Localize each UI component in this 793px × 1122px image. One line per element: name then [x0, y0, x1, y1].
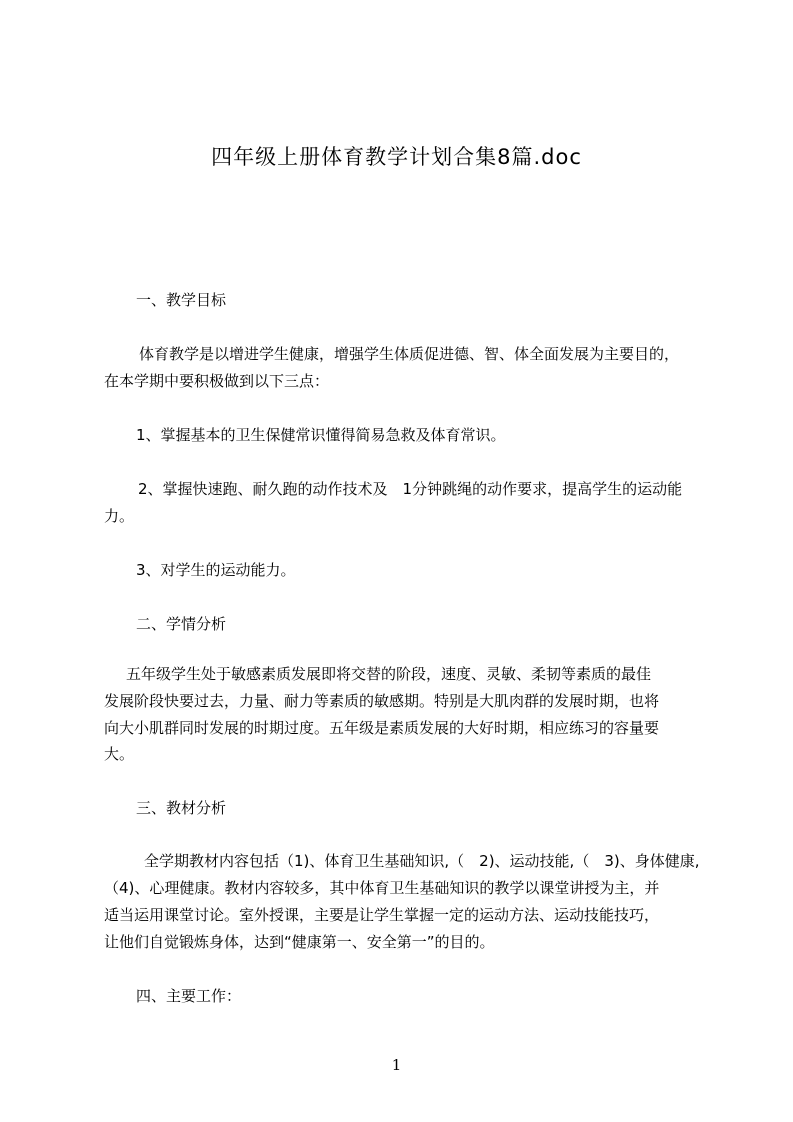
paragraph-line: 向大小肌群同时发展的时期过度。五年级是素质发展的大好时期，相应练习的容量要 — [104, 719, 660, 737]
paragraph-line: 五年级学生处于敏感素质发展即将交替的阶段，速度、灵敏、柔韧等素质的最佳 — [126, 665, 652, 683]
section-heading-student-analysis: 二、学情分析 — [136, 615, 227, 633]
section-heading-teaching-goals: 一、教学目标 — [136, 291, 227, 309]
list-item-3: 3、对学生的运动能力。 — [136, 561, 296, 579]
paragraph-line: 在本学期中要积极做到以下三点： — [104, 372, 330, 390]
paragraph-line: 让他们自觉锻炼身体，达到“健康第一、安全第一”的目的。 — [104, 933, 495, 951]
page-number: 1 — [391, 1056, 402, 1074]
section-heading-main-work: 四、主要工作： — [136, 987, 242, 1005]
paragraph-line: 体育教学是以增进学生健康，增强学生体质促进德、智、体全面发展为主要目的， — [139, 345, 680, 363]
paragraph-line: 发展阶段快要过去，力量、耐力等素质的敏感期。特别是大肌肉群的发展时期，也将 — [104, 692, 660, 710]
paragraph-line: 全学期教材内容包括（1)、体育卫生基础知识,（ 2)、运动技能,（ 3)、身体健康, — [144, 852, 700, 870]
list-item-1: 1、掌握基本的卫生保健常识懂得简易急救及体育常识。 — [136, 426, 506, 444]
list-item-2-line: 力。 — [104, 507, 135, 525]
list-item-2-line: 2、掌握快速跑、耐久跑的动作技术及 1分钟跳绳的动作要求，提高学生的运动能 — [138, 480, 683, 498]
document-title: 四年级上册体育教学计划合集8篇.doc — [211, 145, 582, 169]
paragraph-line: （4)、心理健康。教材内容较多，其中体育卫生基础知识的教学以课堂讲授为主，并 — [104, 879, 660, 897]
section-heading-material-analysis: 三、教材分析 — [136, 799, 227, 817]
paragraph-line: 适当运用课堂讨论。室外授课，主要是让学生掌握一定的运动方法、运动技能技巧， — [104, 906, 660, 924]
paragraph-line: 大。 — [104, 745, 135, 763]
